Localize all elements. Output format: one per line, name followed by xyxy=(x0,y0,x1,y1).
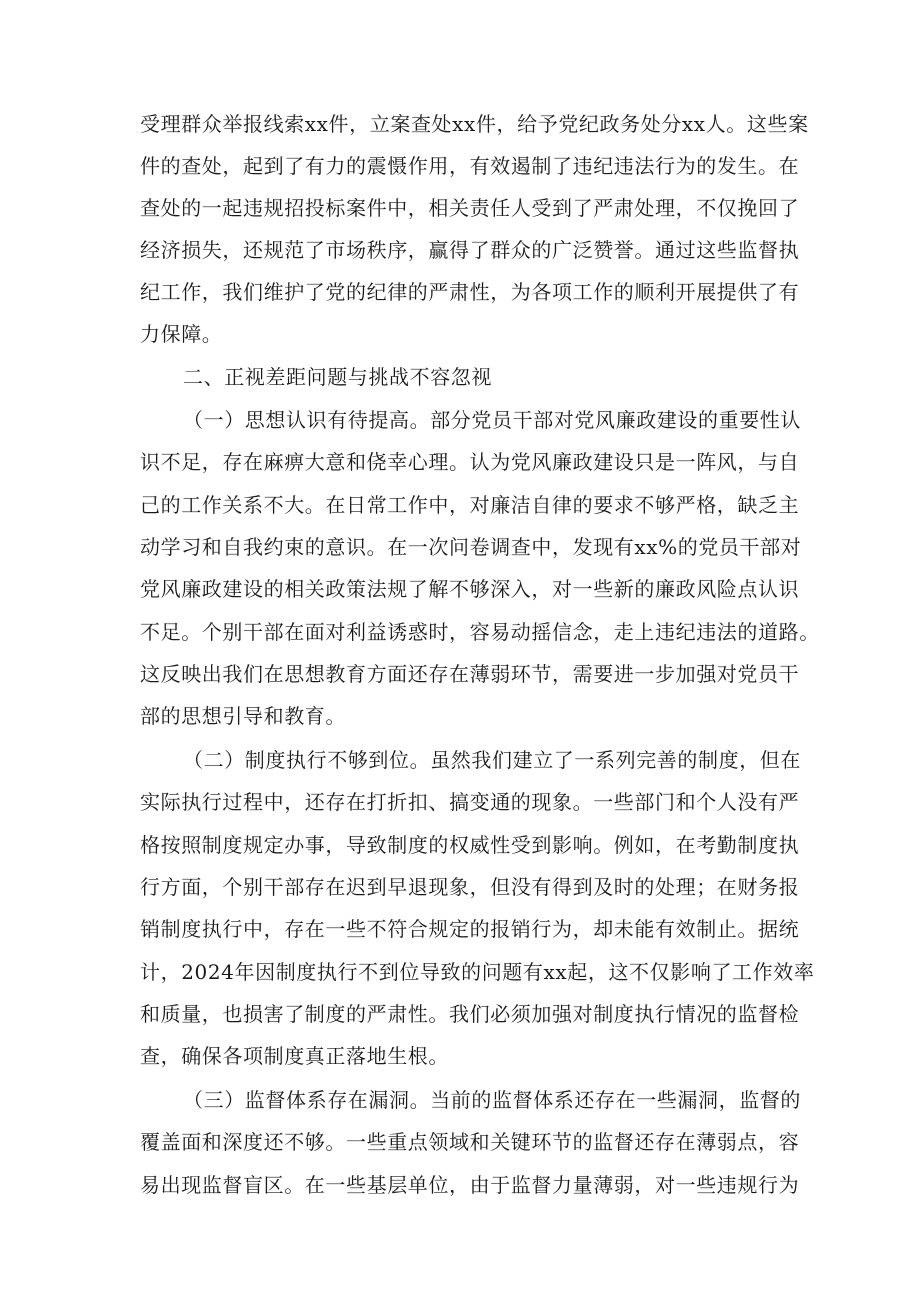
text-line: 己的工作关系不大。在日常工作中，对廉洁自律的要求不够严格，缺乏主 xyxy=(140,493,800,517)
text-line: 计，2024年因制度执行不到位导致的问题有xx起，这不仅影响了工作效率 xyxy=(140,960,815,984)
text-line: 纪工作，我们维护了党的纪律的严肃性，为各项工作的顺利开展提供了有 xyxy=(140,280,800,304)
section-heading: 二、正视差距问题与挑战不容忽视 xyxy=(183,365,492,389)
paragraph-heading: （三）监督体系存在漏洞。当前的监督体系还存在一些漏洞，监督的 xyxy=(183,1088,801,1112)
text-line: 格按照制度规定办事，导致制度的权威性受到影响。例如，在考勤制度执 xyxy=(140,833,800,857)
text-line: 和质量，也损害了制度的严肃性。我们必须加强对制度执行情况的监督检 xyxy=(140,1002,800,1026)
text-line: 行方面，个别干部存在迟到早退现象，但没有得到及时的处理；在财务报 xyxy=(140,875,800,899)
text-line: 这反映出我们在思想教育方面还存在薄弱环节，需要进一步加强对党员干 xyxy=(140,662,800,686)
text-line: 查，确保各项制度真正落地生根。 xyxy=(140,1044,449,1068)
text-line: 销制度执行中，存在一些不符合规定的报销行为，却未能有效制止。据统 xyxy=(140,917,800,941)
text-line: 实际执行过程中，还存在打折扣、搞变通的现象。一些部门和个人没有严 xyxy=(140,790,800,814)
text-line: 识不足，存在麻痹大意和侥幸心理。认为党风廉政建设只是一阵风，与自 xyxy=(140,450,800,474)
text-line: 部的思想引导和教育。 xyxy=(140,704,346,728)
text-line: 力保障。 xyxy=(140,322,223,346)
paragraph-heading: （一）思想认识有待提高。部分党员干部对党风廉政建设的重要性认 xyxy=(183,408,801,432)
text-line: 件的查处，起到了有力的震慑作用，有效遏制了违纪违法行为的发生。在 xyxy=(140,154,800,178)
text-line: 易出现监督盲区。在一些基层单位，由于监督力量薄弱，对一些违规行为 xyxy=(140,1173,800,1197)
text-line: 动学习和自我约束的意识。在一次问卷调查中，发现有xx%的党员干部对 xyxy=(140,535,802,559)
text-line: 经济损失，还规范了市场秩序，赢得了群众的广泛赞誉。通过这些监督执 xyxy=(140,238,800,262)
text-line: 党风廉政建设的相关政策法规了解不够深入，对一些新的廉政风险点认识 xyxy=(140,577,800,601)
text-line: 覆盖面和深度还不够。一些重点领域和关键环节的监督还存在薄弱点，容 xyxy=(140,1130,800,1154)
text-line: 查处的一起违规招投标案件中，相关责任人受到了严肃处理，不仅挽回了 xyxy=(140,196,800,220)
paragraph-heading: （二）制度执行不够到位。虽然我们建立了一系列完善的制度，但在 xyxy=(183,748,801,772)
text-line: 受理群众举报线索xx件，立案查处xx件，给予党纪政务处分xx人。这些案 xyxy=(140,112,809,136)
text-line: 不足。个别干部在面对利益诱惑时，容易动摇信念，走上违纪违法的道路。 xyxy=(140,620,820,644)
